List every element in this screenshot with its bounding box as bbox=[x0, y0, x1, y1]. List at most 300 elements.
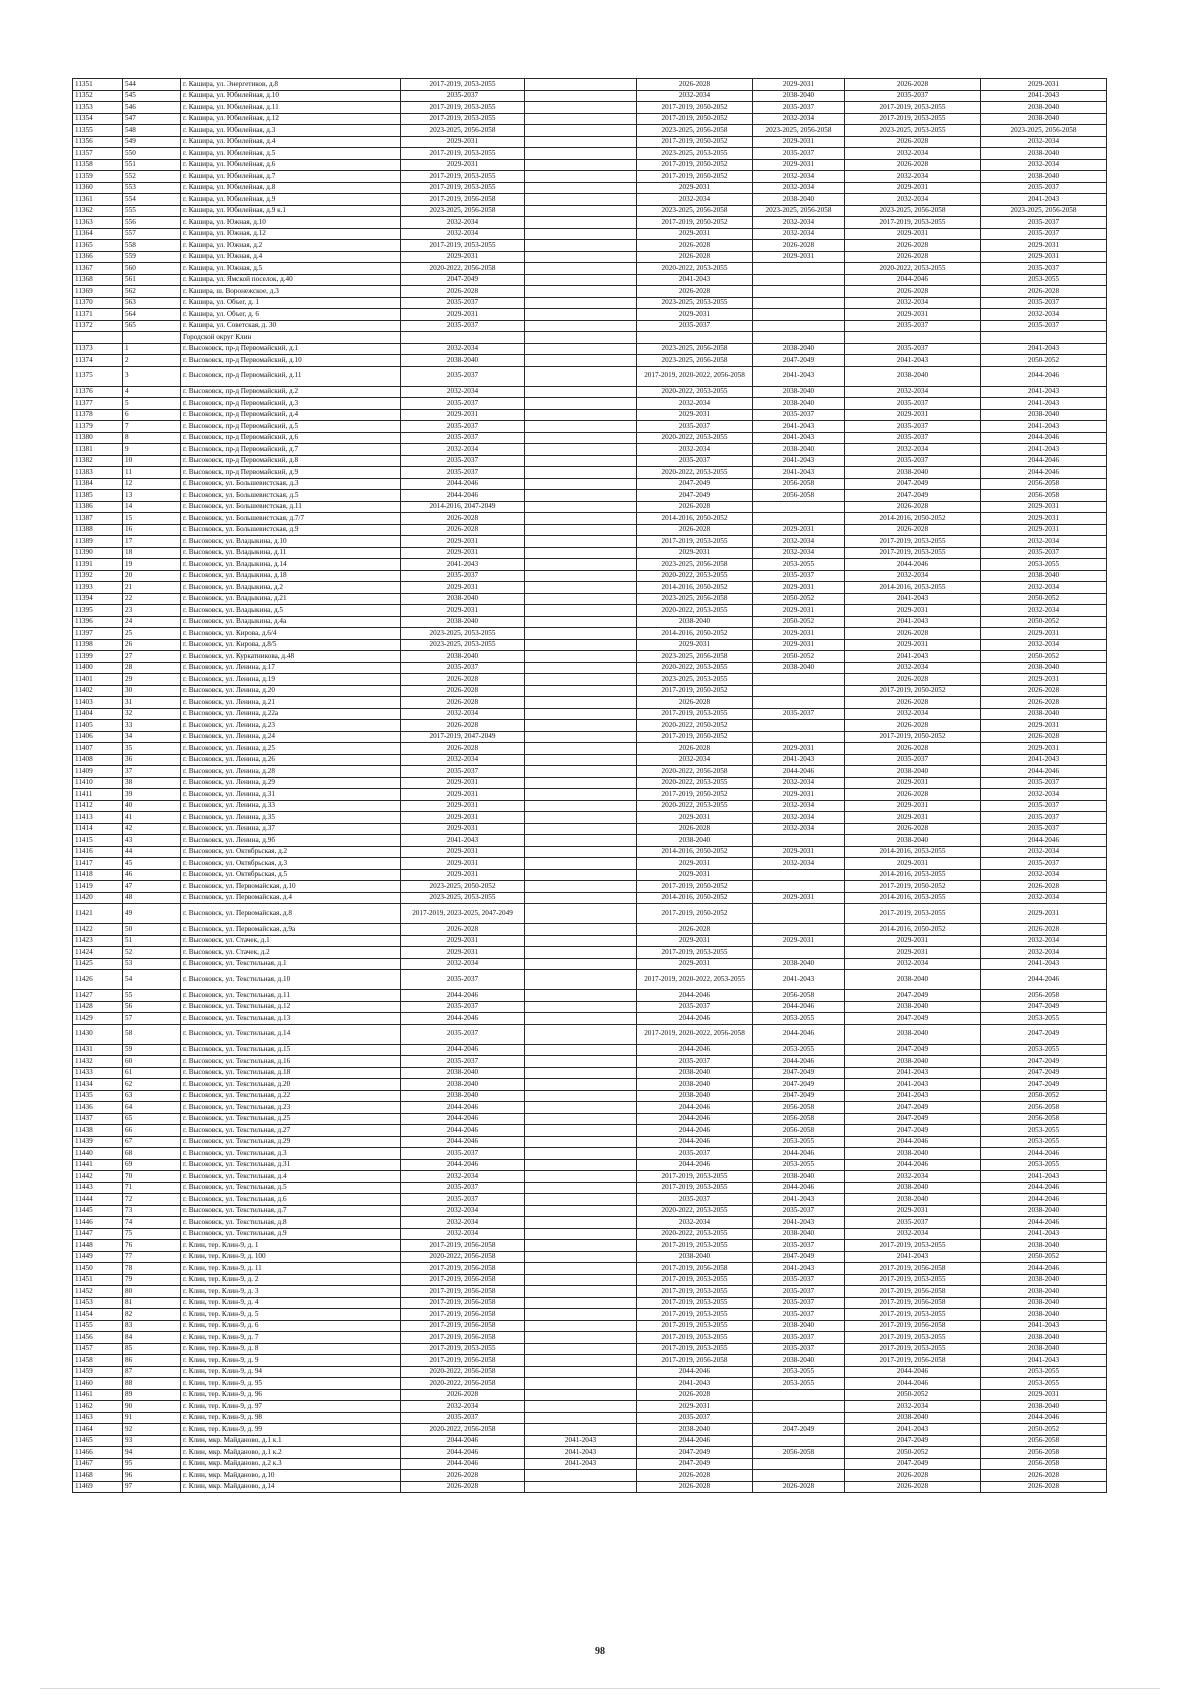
table-cell bbox=[525, 136, 637, 148]
table-cell bbox=[753, 320, 845, 332]
table-cell: 2056-2058 bbox=[981, 1447, 1107, 1459]
table-cell: 2017-2019, 2050-2052 bbox=[637, 731, 753, 743]
table-cell: 2032-2034 bbox=[401, 1205, 525, 1217]
table-cell bbox=[525, 1309, 637, 1321]
table-cell: 2017-2019, 2053-2055 bbox=[845, 547, 981, 559]
table-cell bbox=[73, 332, 123, 344]
table-cell bbox=[525, 674, 637, 686]
table-cell: 2017-2019, 2053-2055 bbox=[845, 1309, 981, 1321]
table-cell: 2029-2031 bbox=[401, 869, 525, 881]
table-cell: 11362 bbox=[73, 205, 123, 217]
table-row bbox=[73, 355, 1107, 367]
table-cell: 2029-2031 bbox=[753, 605, 845, 617]
table-cell bbox=[753, 332, 845, 344]
table-row bbox=[73, 754, 1107, 766]
table-cell bbox=[525, 1217, 637, 1229]
table-cell bbox=[753, 1401, 845, 1413]
table-cell: 2044-2046 bbox=[637, 1113, 753, 1125]
table-cell: 2029-2031 bbox=[981, 720, 1107, 732]
table-cell: г. Высоковск, ул. Текстильная, д.18 bbox=[181, 1067, 401, 1079]
table-row bbox=[73, 990, 1107, 1002]
table-cell bbox=[525, 421, 637, 433]
table-cell: 2032-2034 bbox=[401, 228, 525, 240]
table-cell: г. Высоковск, пр-д Первомайский, д.4 bbox=[181, 409, 401, 421]
table-cell: 2014-2016, 2053-2055 bbox=[845, 892, 981, 904]
table-cell: г. Кашира, ул. Юбилейная, д.12 bbox=[181, 113, 401, 125]
table-row bbox=[73, 240, 1107, 252]
table-cell bbox=[525, 455, 637, 467]
table-cell: 2017-2019, 2050-2052 bbox=[637, 159, 753, 171]
table-cell: г. Клин, тер. Клин-9, д. 96 bbox=[181, 1389, 401, 1401]
table-cell: 2029-2031 bbox=[753, 524, 845, 536]
table-row bbox=[73, 789, 1107, 801]
table-cell: 2029-2031 bbox=[981, 524, 1107, 536]
table-cell: 2044-2046 bbox=[401, 1136, 525, 1148]
table-cell: 2044-2046 bbox=[981, 366, 1107, 386]
table-cell: 2035-2037 bbox=[981, 547, 1107, 559]
table-cell: 2035-2037 bbox=[637, 455, 753, 467]
table-cell: 2029-2031 bbox=[637, 228, 753, 240]
table-row bbox=[73, 970, 1107, 990]
table-cell: 2035-2037 bbox=[401, 1194, 525, 1206]
table-cell: 51 bbox=[123, 935, 181, 947]
table-cell: 2020-2022, 2056-2058 bbox=[637, 766, 753, 778]
table-cell: 52 bbox=[123, 947, 181, 959]
table-cell: 2053-2055 bbox=[753, 1013, 845, 1025]
table-cell: 2044-2046 bbox=[401, 490, 525, 502]
table-cell bbox=[525, 386, 637, 398]
table-row bbox=[73, 858, 1107, 870]
table-cell: 2014-2016, 2050-2052 bbox=[637, 582, 753, 594]
table-cell bbox=[525, 217, 637, 229]
table-cell bbox=[525, 513, 637, 525]
table-cell: 2035-2037 bbox=[401, 455, 525, 467]
table-cell: 2035-2037 bbox=[637, 421, 753, 433]
table-cell: г. Клин, тер. Клин-9, д. 94 bbox=[181, 1366, 401, 1378]
table-row bbox=[73, 1286, 1107, 1298]
table-cell: 11452 bbox=[73, 1286, 123, 1298]
table-cell bbox=[525, 559, 637, 571]
table-row bbox=[73, 1389, 1107, 1401]
table-cell: 11398 bbox=[73, 639, 123, 651]
table-cell: г. Кашира, ул. Юбилейная, д.3 bbox=[181, 125, 401, 137]
table-cell: 2029-2031 bbox=[845, 800, 981, 812]
table-cell: 2041-2043 bbox=[981, 958, 1107, 970]
table-cell: 2023-2025, 2053-2055 bbox=[637, 297, 753, 309]
table-cell: 66 bbox=[123, 1125, 181, 1137]
table-cell: 2041-2043 bbox=[981, 421, 1107, 433]
table-cell: 2035-2037 bbox=[401, 432, 525, 444]
table-cell: 2029-2031 bbox=[637, 639, 753, 651]
table-cell: 2053-2055 bbox=[753, 559, 845, 571]
table-cell: 2041-2043 bbox=[981, 1171, 1107, 1183]
table-cell: г. Кашира, ул. Юбилейная, д.8 bbox=[181, 182, 401, 194]
table-cell: 553 bbox=[123, 182, 181, 194]
table-cell: 2032-2034 bbox=[845, 1171, 981, 1183]
table-cell: 2017-2019, 2053-2055 bbox=[401, 171, 525, 183]
table-cell: 2014-2016, 2053-2055 bbox=[845, 582, 981, 594]
table-cell: 2023-2025, 2056-2058 bbox=[401, 205, 525, 217]
table-cell: 2044-2046 bbox=[845, 1378, 981, 1390]
table-cell: г. Кашира, ул. Южная, д.5 bbox=[181, 263, 401, 275]
table-cell: 2032-2034 bbox=[401, 1401, 525, 1413]
table-cell: 11363 bbox=[73, 217, 123, 229]
table-cell: 2041-2043 bbox=[845, 593, 981, 605]
table-cell: 53 bbox=[123, 958, 181, 970]
table-cell: 2026-2028 bbox=[845, 789, 981, 801]
table-cell: 2038-2040 bbox=[753, 386, 845, 398]
table-cell: 2035-2037 bbox=[845, 432, 981, 444]
table-row bbox=[73, 777, 1107, 789]
table-cell: 2032-2034 bbox=[845, 708, 981, 720]
table-cell: 2029-2031 bbox=[401, 159, 525, 171]
table-cell: 2029-2031 bbox=[981, 240, 1107, 252]
table-cell: г. Высоковск, ул. Текстильная, д.10 bbox=[181, 970, 401, 990]
table-cell: 2038-2040 bbox=[845, 835, 981, 847]
table-cell: 2029-2031 bbox=[637, 409, 753, 421]
table-cell: 2050-2052 bbox=[981, 355, 1107, 367]
table-cell: 11433 bbox=[73, 1067, 123, 1079]
table-cell bbox=[525, 1159, 637, 1171]
table-cell: 2053-2055 bbox=[753, 1159, 845, 1171]
table-row bbox=[73, 720, 1107, 732]
table-cell: 2029-2031 bbox=[845, 1205, 981, 1217]
table-cell: 2017-2019, 2053-2055 bbox=[637, 1343, 753, 1355]
table-cell: 2047-2049 bbox=[637, 1458, 753, 1470]
table-cell: 2044-2046 bbox=[753, 1001, 845, 1013]
table-cell bbox=[525, 1401, 637, 1413]
table-cell: 2044-2046 bbox=[981, 835, 1107, 847]
table-cell: 2017-2019, 2050-2052 bbox=[637, 136, 753, 148]
table-cell: г. Высоковск, ул. Текстильная, д.14 bbox=[181, 1024, 401, 1044]
table-cell: 2038-2040 bbox=[637, 616, 753, 628]
table-cell: 2035-2037 bbox=[753, 1309, 845, 1321]
table-cell: г. Высоковск, ул. Текстильная, д.22 bbox=[181, 1090, 401, 1102]
table-cell: 32 bbox=[123, 708, 181, 720]
table-cell bbox=[525, 409, 637, 421]
table-cell: г. Клин, тер. Клин-9, д. 99 bbox=[181, 1424, 401, 1436]
table-cell: 2023-2025, 2056-2058 bbox=[401, 125, 525, 137]
table-cell: 2032-2034 bbox=[753, 228, 845, 240]
table-cell: 2053-2055 bbox=[981, 1013, 1107, 1025]
table-cell bbox=[525, 570, 637, 582]
table-cell: 2047-2049 bbox=[753, 355, 845, 367]
table-cell: 11389 bbox=[73, 536, 123, 548]
table-cell: 2038-2040 bbox=[981, 1401, 1107, 1413]
table-cell: 43 bbox=[123, 835, 181, 847]
table-cell: 2020-2022, 2056-2058 bbox=[401, 1366, 525, 1378]
table-cell: 2032-2034 bbox=[401, 1171, 525, 1183]
table-cell: 70 bbox=[123, 1171, 181, 1183]
table-cell: 2017-2019, 2053-2055 bbox=[845, 1274, 981, 1286]
table-cell: 2020-2022, 2053-2055 bbox=[637, 800, 753, 812]
table-cell: 63 bbox=[123, 1090, 181, 1102]
table-cell: 2050-2052 bbox=[753, 593, 845, 605]
table-cell: 28 bbox=[123, 662, 181, 674]
table-cell: 2017-2019, 2053-2055 bbox=[637, 1297, 753, 1309]
table-cell: 2041-2043 bbox=[981, 754, 1107, 766]
table-row bbox=[73, 228, 1107, 240]
table-cell: 2038-2040 bbox=[637, 1079, 753, 1091]
table-row bbox=[73, 251, 1107, 263]
table-cell bbox=[525, 1001, 637, 1013]
table-cell: 33 bbox=[123, 720, 181, 732]
table-cell bbox=[525, 1286, 637, 1298]
table-cell: 2029-2031 bbox=[845, 182, 981, 194]
table-cell: 2044-2046 bbox=[637, 1159, 753, 1171]
table-cell: 2056-2058 bbox=[753, 490, 845, 502]
table-cell: 2053-2055 bbox=[981, 1159, 1107, 1171]
table-row bbox=[73, 467, 1107, 479]
table-cell: 2035-2037 bbox=[981, 320, 1107, 332]
table-row bbox=[73, 1274, 1107, 1286]
table-cell: 41 bbox=[123, 812, 181, 824]
table-cell: 561 bbox=[123, 274, 181, 286]
table-cell: 11456 bbox=[73, 1332, 123, 1344]
table-cell: 2053-2055 bbox=[753, 1366, 845, 1378]
table-cell bbox=[525, 1182, 637, 1194]
table-cell bbox=[525, 182, 637, 194]
table-cell: 2041-2043 bbox=[753, 455, 845, 467]
table-cell: 2056-2058 bbox=[753, 1113, 845, 1125]
table-cell: 11453 bbox=[73, 1297, 123, 1309]
table-cell: 67 bbox=[123, 1136, 181, 1148]
table-cell: 11400 bbox=[73, 662, 123, 674]
table-cell: 2041-2043 bbox=[753, 467, 845, 479]
table-cell: 2041-2043 bbox=[845, 1067, 981, 1079]
table-cell: 2047-2049 bbox=[845, 1013, 981, 1025]
table-cell: 2044-2046 bbox=[981, 1182, 1107, 1194]
table-cell: г. Высоковск, ул. Кирова, д.6/4 bbox=[181, 628, 401, 640]
table-cell: 2032-2034 bbox=[753, 777, 845, 789]
table-cell: 2050-2052 bbox=[981, 1424, 1107, 1436]
table-cell bbox=[753, 513, 845, 525]
table-cell: г. Высоковск, ул. Текстильная, д.7 bbox=[181, 1205, 401, 1217]
table-cell: г. Высоковск, пр-д Первомайский, д.5 bbox=[181, 421, 401, 433]
table-row bbox=[73, 904, 1107, 924]
table-cell: 29 bbox=[123, 674, 181, 686]
table-cell: г. Высоковск, ул. Владыкина, д.18 bbox=[181, 570, 401, 582]
table-row bbox=[73, 731, 1107, 743]
table-cell: 84 bbox=[123, 1332, 181, 1344]
table-row bbox=[73, 524, 1107, 536]
table-cell: 11370 bbox=[73, 297, 123, 309]
table-cell bbox=[525, 731, 637, 743]
table-cell: г. Высоковск, пр-д Первомайский, д.11 bbox=[181, 366, 401, 386]
table-cell: 2029-2031 bbox=[981, 628, 1107, 640]
table-cell: 2026-2028 bbox=[981, 685, 1107, 697]
table-row bbox=[73, 582, 1107, 594]
table-cell: 1 bbox=[123, 343, 181, 355]
table-cell: 11425 bbox=[73, 958, 123, 970]
table-row bbox=[73, 1458, 1107, 1470]
table-cell: 2038-2040 bbox=[845, 1194, 981, 1206]
table-cell: 2017-2019, 2020-2022, 2053-2055 bbox=[637, 970, 753, 990]
table-cell: 2038-2040 bbox=[981, 113, 1107, 125]
table-cell: 2038-2040 bbox=[753, 958, 845, 970]
table-cell: 2038-2040 bbox=[637, 1067, 753, 1079]
table-row bbox=[73, 697, 1107, 709]
table-cell: 2029-2031 bbox=[753, 628, 845, 640]
table-cell: 2026-2028 bbox=[845, 159, 981, 171]
table-cell: 11395 bbox=[73, 605, 123, 617]
table-cell: 2032-2034 bbox=[401, 444, 525, 456]
table-cell bbox=[525, 904, 637, 924]
table-cell bbox=[525, 1481, 637, 1493]
table-cell: 2050-2052 bbox=[753, 651, 845, 663]
table-cell bbox=[753, 286, 845, 298]
table-cell: 11406 bbox=[73, 731, 123, 743]
table-cell: г. Клин, мкр. Майданово, д.1 к.2 bbox=[181, 1447, 401, 1459]
table-cell: г. Клин, тер. Клин-9, д. 3 bbox=[181, 1286, 401, 1298]
table-row bbox=[73, 444, 1107, 456]
table-cell bbox=[525, 320, 637, 332]
table-cell bbox=[753, 1458, 845, 1470]
table-cell bbox=[753, 697, 845, 709]
table-cell: 2038-2040 bbox=[981, 708, 1107, 720]
table-cell: 2029-2031 bbox=[401, 800, 525, 812]
table-cell bbox=[525, 501, 637, 513]
table-cell: г. Высоковск, ул. Ленина, д.37 bbox=[181, 823, 401, 835]
table-cell bbox=[525, 1205, 637, 1217]
table-cell: 2041-2043 bbox=[981, 343, 1107, 355]
scan-edge-line bbox=[40, 1688, 1160, 1689]
table-row bbox=[73, 593, 1107, 605]
table-cell: 2032-2034 bbox=[753, 858, 845, 870]
table-cell: г. Клин, тер. Клин-9, д. 95 bbox=[181, 1378, 401, 1390]
table-row bbox=[73, 409, 1107, 421]
table-cell: 11449 bbox=[73, 1251, 123, 1263]
table-cell: 2056-2058 bbox=[981, 478, 1107, 490]
table-cell: 2029-2031 bbox=[845, 605, 981, 617]
table-cell: 11386 bbox=[73, 501, 123, 513]
table-cell: 2017-2019, 2056-2058 bbox=[845, 1263, 981, 1275]
table-cell: 2026-2028 bbox=[845, 286, 981, 298]
table-cell: 2029-2031 bbox=[981, 674, 1107, 686]
table-cell: 2038-2040 bbox=[753, 90, 845, 102]
table-cell: 2020-2022, 2053-2055 bbox=[637, 1228, 753, 1240]
table-cell: 2044-2046 bbox=[753, 766, 845, 778]
table-cell: г. Высоковск, ул. Ленина, д.35 bbox=[181, 812, 401, 824]
table-cell: 2032-2034 bbox=[981, 159, 1107, 171]
table-cell: 11428 bbox=[73, 1001, 123, 1013]
table-cell: 12 bbox=[123, 478, 181, 490]
table-cell bbox=[525, 766, 637, 778]
table-cell: 2029-2031 bbox=[637, 547, 753, 559]
table-cell: 2029-2031 bbox=[401, 846, 525, 858]
table-cell: 2029-2031 bbox=[401, 251, 525, 263]
table-cell: 11444 bbox=[73, 1194, 123, 1206]
table-cell: 2050-2052 bbox=[981, 593, 1107, 605]
table-cell: 2017-2019, 2056-2058 bbox=[401, 1297, 525, 1309]
table-cell: 2035-2037 bbox=[753, 1274, 845, 1286]
table-cell: 37 bbox=[123, 766, 181, 778]
table-cell: г. Высоковск, ул. Текстильная, д.3 bbox=[181, 1148, 401, 1160]
table-cell bbox=[525, 240, 637, 252]
table-row bbox=[73, 1228, 1107, 1240]
table-cell: 2032-2034 bbox=[401, 1217, 525, 1229]
table-row bbox=[73, 1378, 1107, 1390]
table-cell bbox=[525, 892, 637, 904]
table-cell: 544 bbox=[123, 79, 181, 91]
table-cell: 40 bbox=[123, 800, 181, 812]
table-cell: г. Клин, тер. Клин-9, д. 7 bbox=[181, 1332, 401, 1344]
table-cell: 2038-2040 bbox=[401, 1067, 525, 1079]
table-cell: 2038-2040 bbox=[981, 102, 1107, 114]
table-cell: 2020-2022, 2056-2058 bbox=[401, 263, 525, 275]
table-cell: 2029-2031 bbox=[401, 812, 525, 824]
table-cell: г. Клин, тер. Клин-9, д. 1 bbox=[181, 1240, 401, 1252]
table-cell: г. Высоковск, ул. Текстильная, д.29 bbox=[181, 1136, 401, 1148]
table-cell: 2017-2019, 2053-2055 bbox=[401, 240, 525, 252]
table-cell: г. Высоковск, ул. Текстильная, д.25 bbox=[181, 1113, 401, 1125]
table-cell: 2047-2049 bbox=[981, 1056, 1107, 1068]
table-cell: 2029-2031 bbox=[753, 743, 845, 755]
table-cell: 2026-2028 bbox=[753, 1481, 845, 1493]
table-cell bbox=[525, 789, 637, 801]
table-cell: г. Высоковск, ул. Первомайская, д.8 bbox=[181, 904, 401, 924]
table-cell: 11374 bbox=[73, 355, 123, 367]
table-cell: 50 bbox=[123, 924, 181, 936]
table-cell: 18 bbox=[123, 547, 181, 559]
table-cell: г. Высоковск, ул. Текстильная, д.16 bbox=[181, 1056, 401, 1068]
table-cell: 2041-2043 bbox=[845, 616, 981, 628]
table-row bbox=[73, 386, 1107, 398]
table-row bbox=[73, 616, 1107, 628]
table-cell: 2032-2034 bbox=[845, 194, 981, 206]
table-cell: 2017-2019, 2053-2055 bbox=[845, 102, 981, 114]
table-cell: 80 bbox=[123, 1286, 181, 1298]
table-cell: 2035-2037 bbox=[401, 1024, 525, 1044]
table-cell: 11469 bbox=[73, 1481, 123, 1493]
table-cell bbox=[525, 835, 637, 847]
table-cell: 2017-2019, 2020-2022, 2056-2058 bbox=[637, 366, 753, 386]
table-cell: 2026-2028 bbox=[637, 1481, 753, 1493]
table-cell: г. Высоковск, ул. Текстильная, д.5 bbox=[181, 1182, 401, 1194]
table-cell: 2035-2037 bbox=[753, 148, 845, 160]
table-cell: г. Высоковск, ул. Ленина, д.23 bbox=[181, 720, 401, 732]
table-cell: 2026-2028 bbox=[401, 743, 525, 755]
table-cell: 2032-2034 bbox=[401, 386, 525, 398]
table-cell bbox=[525, 125, 637, 137]
table-cell: 93 bbox=[123, 1435, 181, 1447]
table-cell: г. Кашира, ул. Советская, д. 30 bbox=[181, 320, 401, 332]
table-cell: 11379 bbox=[73, 421, 123, 433]
table-cell bbox=[525, 1171, 637, 1183]
table-cell: 57 bbox=[123, 1013, 181, 1025]
table-cell: 2029-2031 bbox=[637, 182, 753, 194]
table-cell: 2044-2046 bbox=[845, 1159, 981, 1171]
table-cell: 11450 bbox=[73, 1263, 123, 1275]
table-cell: 2053-2055 bbox=[981, 1366, 1107, 1378]
table-cell bbox=[525, 536, 637, 548]
table-cell: 2026-2028 bbox=[981, 286, 1107, 298]
table-row bbox=[73, 1024, 1107, 1044]
table-cell: 2026-2028 bbox=[845, 1470, 981, 1482]
table-cell: 2029-2031 bbox=[753, 892, 845, 904]
table-cell: 2056-2058 bbox=[753, 990, 845, 1002]
table-cell bbox=[525, 1056, 637, 1068]
table-cell: г. Высоковск, ул. Текстильная, д.15 bbox=[181, 1044, 401, 1056]
table-cell: 2026-2028 bbox=[637, 251, 753, 263]
table-cell: 2050-2052 bbox=[753, 616, 845, 628]
table-cell: 2050-2052 bbox=[845, 1389, 981, 1401]
table-row bbox=[73, 1401, 1107, 1413]
table-cell: 2023-2025, 2056-2058 bbox=[637, 125, 753, 137]
table-cell: 11381 bbox=[73, 444, 123, 456]
table-cell: г. Высоковск, ул. Ленина, д.22а bbox=[181, 708, 401, 720]
table-cell: 2029-2031 bbox=[637, 1401, 753, 1413]
